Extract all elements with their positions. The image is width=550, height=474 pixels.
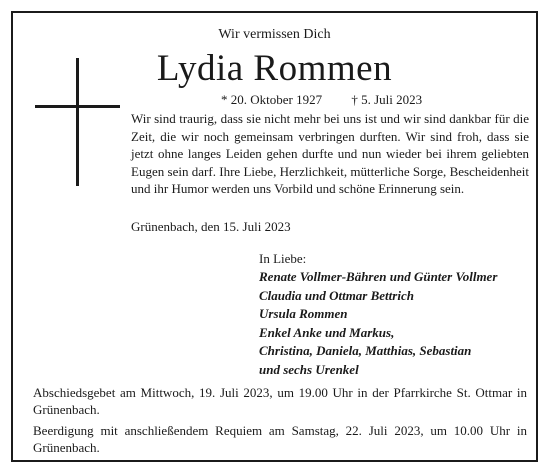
mourners-list [259, 268, 497, 379]
deceased-name: Lydia Rommen [156, 48, 393, 89]
mourner-line: Renate Vollmer-Bähren und Günter Vollmer [259, 269, 498, 284]
mourner-line: Claudia und Ottmar Bettrich [259, 287, 414, 303]
mourner-line: Enkel Anke und Markus, [259, 324, 395, 340]
burial-info: Beerdigung mit anschließendem Requiem am Samstag, 22. Juli 2023, um 10.00 Uhr in Grünenbach. [33, 423, 527, 455]
place-and-date: Grünenbach, den 15. Juli 2023 [131, 219, 291, 234]
in-love-label: In Liebe: [259, 251, 307, 266]
mourner-line: Ursula Rommen [259, 306, 348, 321]
intro-line: Wir vermissen Dich [218, 27, 331, 42]
mourner-line: Christina, Daniela, Matthias, Sebastian [259, 343, 472, 358]
life-dates [221, 92, 422, 108]
birth-date: * 20. Oktober 1927 [221, 92, 323, 107]
mourner-line: und sechs Urenkel [259, 361, 359, 377]
obituary-notice [11, 11, 538, 462]
farewell-prayer-info: Abschiedsgebet am Mittwoch, 19. Juli 2023, um 19.00 Uhr in der Pfarrkirche St. Ottmar in Grünenbach. [33, 385, 527, 417]
cross-vertical-bar [76, 58, 79, 186]
cross-horizontal-bar [35, 105, 120, 108]
memorial-text: Wir sind traurig, dass sie nicht mehr bei uns ist und wir sind dankbar für die Zeit, die wir noch gemeinsam verbringen durften. Wir sind froh, dass sie jetzt ohne langes Leiden gehen durfte und nun wieder bei ihrem geliebten Eugen sein darf. Ihre Liebe, Herzlichkeit, mütterliche Sorge, Bescheidenheit und ihr Humor werden uns Vorbild und schöne Erinnerung sein. [131, 111, 529, 196]
death-date: † 5. Juli 2023 [351, 92, 423, 107]
